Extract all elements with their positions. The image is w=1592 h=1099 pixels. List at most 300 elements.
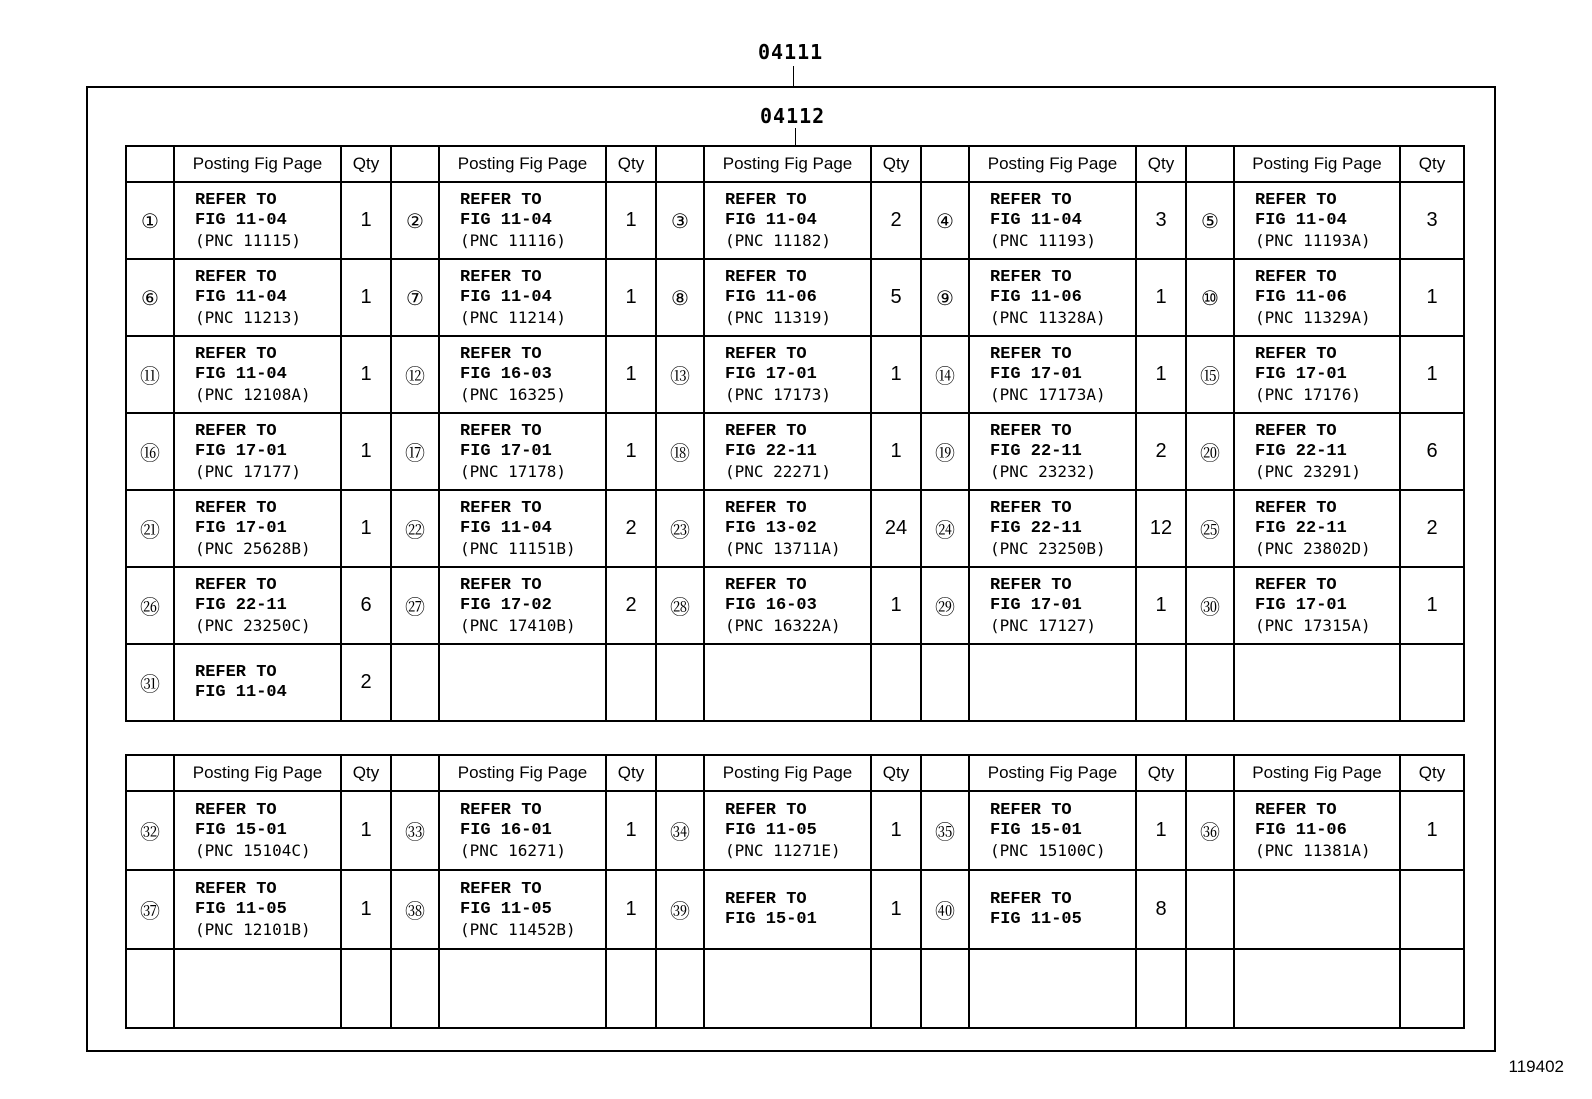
refer-to-text: REFER TO: [725, 267, 807, 287]
figure-reference: FIG 15-01: [195, 820, 287, 840]
refer-to-text: REFER TO: [460, 344, 542, 364]
refer-to-text: REFER TO: [725, 421, 807, 441]
quantity: 1: [606, 182, 656, 259]
refer-to-cell: [439, 413, 606, 490]
item-number: ㊲: [126, 870, 174, 949]
quantity: 1: [341, 490, 391, 567]
figure-reference: FIG 11-05: [195, 899, 287, 919]
quantity: [1136, 949, 1186, 1028]
item-number: [391, 644, 439, 721]
refer-to-cell: [439, 949, 606, 1028]
item-number: ㉙: [921, 567, 969, 644]
header-blank-cell: [921, 755, 969, 791]
quantity: 1: [341, 870, 391, 949]
refer-to-cell: [439, 182, 606, 259]
quantity: 8: [1136, 870, 1186, 949]
quantity: 2: [341, 644, 391, 721]
refer-to-cell: [174, 259, 341, 336]
refer-to-cell: [704, 336, 871, 413]
pnc-reference: (PNC 17178): [460, 461, 566, 481]
item-number: ㉗: [391, 567, 439, 644]
quantity: 1: [606, 336, 656, 413]
refer-to-text: REFER TO: [990, 190, 1072, 210]
assembly-label-04111: 04111: [758, 40, 824, 64]
refer-to-text: REFER TO: [990, 800, 1072, 820]
refer-to-cell: [704, 413, 871, 490]
quantity: 1: [1136, 567, 1186, 644]
refer-to-text: REFER TO: [195, 662, 277, 682]
refer-to-text: REFER TO: [460, 190, 542, 210]
refer-to-cell: [174, 336, 341, 413]
pnc-reference: (PNC 11115): [195, 230, 301, 250]
item-number: ①: [126, 182, 174, 259]
refer-to-text: REFER TO: [1255, 421, 1337, 441]
item-number: ㊴: [656, 870, 704, 949]
refer-to-text: REFER TO: [1255, 267, 1337, 287]
quantity: [606, 644, 656, 721]
item-number: ㉜: [126, 791, 174, 870]
item-number: ㊵: [921, 870, 969, 949]
refer-to-cell: [704, 791, 871, 870]
refer-to-cell: [1234, 336, 1400, 413]
pnc-reference: (PNC 17410B): [460, 615, 576, 635]
pnc-reference: (PNC 17173): [725, 384, 831, 404]
figure-reference: FIG 11-06: [990, 287, 1082, 307]
header-qty: Qty: [341, 146, 391, 182]
table-row: [126, 336, 1464, 413]
refer-to-cell: [174, 949, 341, 1028]
item-number: [391, 949, 439, 1028]
quantity: 1: [871, 791, 921, 870]
item-number: ⑲: [921, 413, 969, 490]
quantity: 12: [1136, 490, 1186, 567]
pnc-reference: (PNC 11381A): [1255, 840, 1371, 860]
refer-to-text: REFER TO: [195, 344, 277, 364]
quantity: 1: [606, 413, 656, 490]
item-number: ㉟: [921, 791, 969, 870]
header-qty: Qty: [871, 755, 921, 791]
quantity: 1: [871, 870, 921, 949]
quantity: 2: [1136, 413, 1186, 490]
header-posting-fig-page: Posting Fig Page: [1234, 755, 1400, 791]
quantity: 2: [1400, 490, 1464, 567]
refer-to-cell: [1234, 413, 1400, 490]
refer-to-cell: [969, 791, 1136, 870]
pnc-reference: (PNC 23291): [1255, 461, 1361, 481]
header-blank-cell: [126, 146, 174, 182]
item-number: ⑫: [391, 336, 439, 413]
refer-to-text: REFER TO: [460, 421, 542, 441]
header-blank-cell: [656, 755, 704, 791]
refer-to-text: REFER TO: [460, 575, 542, 595]
pnc-reference: (PNC 11452B): [460, 919, 576, 939]
figure-reference: FIG 11-04: [1255, 210, 1347, 230]
figure-reference: FIG 22-11: [195, 595, 287, 615]
header-qty: Qty: [1400, 146, 1464, 182]
refer-to-text: REFER TO: [195, 498, 277, 518]
refer-to-cell: [704, 870, 871, 949]
pnc-reference: (PNC 12108A): [195, 384, 311, 404]
pnc-reference: (PNC 15104C): [195, 840, 311, 860]
header-qty: Qty: [606, 146, 656, 182]
item-number: ㉑: [126, 490, 174, 567]
item-number: ⑤: [1186, 182, 1234, 259]
figure-reference: FIG 11-04: [195, 287, 287, 307]
illustration-number: 119402: [1508, 1057, 1564, 1076]
pnc-reference: (PNC 16271): [460, 840, 566, 860]
item-number: ⑳: [1186, 413, 1234, 490]
item-number: [921, 644, 969, 721]
header-qty: Qty: [1136, 146, 1186, 182]
figure-reference: FIG 17-01: [725, 364, 817, 384]
refer-to-text: REFER TO: [990, 498, 1072, 518]
quantity: 3: [1400, 182, 1464, 259]
refer-to-cell: [439, 870, 606, 949]
parts-reference-table-1: [125, 145, 1465, 722]
quantity: 1: [606, 791, 656, 870]
figure-reference: FIG 11-04: [725, 210, 817, 230]
pnc-reference: (PNC 17315A): [1255, 615, 1371, 635]
item-number: ⑪: [126, 336, 174, 413]
refer-to-text: REFER TO: [195, 575, 277, 595]
quantity: 3: [1136, 182, 1186, 259]
figure-reference: FIG 11-04: [460, 210, 552, 230]
header-posting-fig-page: Posting Fig Page: [174, 146, 341, 182]
quantity: [341, 949, 391, 1028]
refer-to-cell: [969, 182, 1136, 259]
refer-to-text: REFER TO: [725, 190, 807, 210]
refer-to-text: REFER TO: [195, 190, 277, 210]
refer-to-cell: [174, 567, 341, 644]
refer-to-cell: [1234, 567, 1400, 644]
refer-to-cell: [1234, 259, 1400, 336]
quantity: 1: [1400, 791, 1464, 870]
header-posting-fig-page: Posting Fig Page: [174, 755, 341, 791]
quantity: 5: [871, 259, 921, 336]
quantity: 6: [341, 567, 391, 644]
pnc-reference: (PNC 23250C): [195, 615, 311, 635]
pnc-reference: (PNC 11329A): [1255, 307, 1371, 327]
refer-to-cell: [439, 259, 606, 336]
refer-to-text: REFER TO: [990, 344, 1072, 364]
figure-reference: FIG 11-06: [1255, 820, 1347, 840]
figure-reference: FIG 11-04: [990, 210, 1082, 230]
quantity: 1: [1136, 259, 1186, 336]
refer-to-cell: [704, 259, 871, 336]
item-number: ③: [656, 182, 704, 259]
quantity: 2: [871, 182, 921, 259]
refer-to-cell: [439, 490, 606, 567]
figure-reference: FIG 13-02: [725, 518, 817, 538]
figure-reference: FIG 17-02: [460, 595, 552, 615]
refer-to-text: REFER TO: [1255, 498, 1337, 518]
figure-reference: FIG 15-01: [725, 909, 817, 929]
item-number: ⑯: [126, 413, 174, 490]
figure-reference: FIG 11-04: [195, 364, 287, 384]
quantity: 1: [341, 791, 391, 870]
refer-to-cell: [1234, 490, 1400, 567]
pnc-reference: (PNC 11319): [725, 307, 831, 327]
quantity: 1: [1400, 567, 1464, 644]
item-number: [1186, 949, 1234, 1028]
refer-to-text: REFER TO: [725, 498, 807, 518]
refer-to-cell: [1234, 791, 1400, 870]
figure-reference: FIG 15-01: [990, 820, 1082, 840]
figure-reference: FIG 22-11: [990, 518, 1082, 538]
table-row: [126, 870, 1464, 949]
refer-to-cell: [969, 490, 1136, 567]
table-row: [126, 644, 1464, 721]
item-number: ㉛: [126, 644, 174, 721]
refer-to-cell: [704, 567, 871, 644]
pnc-reference: (PNC 11271E): [725, 840, 841, 860]
header-posting-fig-page: Posting Fig Page: [969, 146, 1136, 182]
header-blank-cell: [656, 146, 704, 182]
header-posting-fig-page: Posting Fig Page: [1234, 146, 1400, 182]
quantity: 2: [606, 490, 656, 567]
pnc-reference: (PNC 11214): [460, 307, 566, 327]
table-row: [126, 791, 1464, 870]
pnc-reference: (PNC 11193): [990, 230, 1096, 250]
refer-to-cell: [1234, 870, 1400, 949]
quantity: 1: [341, 336, 391, 413]
pnc-reference: (PNC 11116): [460, 230, 566, 250]
pnc-reference: (PNC 17173A): [990, 384, 1106, 404]
item-number: [921, 949, 969, 1028]
figure-reference: FIG 11-04: [195, 210, 287, 230]
pnc-reference: (PNC 11213): [195, 307, 301, 327]
figure-reference: FIG 11-05: [725, 820, 817, 840]
header-qty: Qty: [1400, 755, 1464, 791]
item-number: [126, 949, 174, 1028]
figure-reference: FIG 11-06: [1255, 287, 1347, 307]
pnc-reference: (PNC 17177): [195, 461, 301, 481]
refer-to-text: REFER TO: [990, 267, 1072, 287]
item-number: [656, 644, 704, 721]
figure-reference: FIG 17-01: [1255, 595, 1347, 615]
figure-reference: FIG 11-04: [195, 682, 287, 702]
item-number: ㊳: [391, 870, 439, 949]
quantity: [1400, 949, 1464, 1028]
refer-to-text: REFER TO: [195, 800, 277, 820]
item-number: ⑦: [391, 259, 439, 336]
header-blank-cell: [391, 146, 439, 182]
figure-reference: FIG 22-11: [1255, 518, 1347, 538]
refer-to-text: REFER TO: [1255, 575, 1337, 595]
quantity: [871, 949, 921, 1028]
item-number: ⑰: [391, 413, 439, 490]
pnc-reference: (PNC 11182): [725, 230, 831, 250]
refer-to-cell: [1234, 182, 1400, 259]
pnc-reference: (PNC 17127): [990, 615, 1096, 635]
header-blank-cell: [126, 755, 174, 791]
quantity: 1: [871, 336, 921, 413]
quantity: 1: [1400, 259, 1464, 336]
refer-to-cell: [969, 413, 1136, 490]
figure-reference: FIG 17-01: [460, 441, 552, 461]
figure-reference: FIG 11-04: [460, 287, 552, 307]
quantity: 2: [606, 567, 656, 644]
item-number: ⑥: [126, 259, 174, 336]
refer-to-text: REFER TO: [1255, 344, 1337, 364]
figure-reference: FIG 16-03: [725, 595, 817, 615]
figure-reference: FIG 17-01: [195, 518, 287, 538]
figure-reference: FIG 22-11: [725, 441, 817, 461]
quantity: 1: [871, 567, 921, 644]
refer-to-cell: [969, 259, 1136, 336]
pnc-reference: (PNC 16322A): [725, 615, 841, 635]
header-row: [126, 146, 1464, 182]
refer-to-text: REFER TO: [195, 879, 277, 899]
pnc-reference: (PNC 11151B): [460, 538, 576, 558]
refer-to-cell: [969, 336, 1136, 413]
item-number: ②: [391, 182, 439, 259]
refer-to-text: REFER TO: [460, 800, 542, 820]
quantity: 1: [1136, 336, 1186, 413]
header-blank-cell: [391, 755, 439, 791]
quantity: 1: [341, 259, 391, 336]
pnc-reference: (PNC 12101B): [195, 919, 311, 939]
item-number: ㉘: [656, 567, 704, 644]
refer-to-cell: [174, 413, 341, 490]
item-number: ⑧: [656, 259, 704, 336]
item-number: ⑮: [1186, 336, 1234, 413]
quantity: 1: [606, 870, 656, 949]
refer-to-cell: [174, 182, 341, 259]
refer-to-cell: [439, 644, 606, 721]
header-posting-fig-page: Posting Fig Page: [704, 755, 871, 791]
pnc-reference: (PNC 16325): [460, 384, 566, 404]
quantity: [1136, 644, 1186, 721]
table-row: [126, 567, 1464, 644]
quantity: [606, 949, 656, 1028]
table-row: [126, 182, 1464, 259]
quantity: [871, 644, 921, 721]
refer-to-cell: [174, 870, 341, 949]
pnc-reference: (PNC 15100C): [990, 840, 1106, 860]
figure-reference: FIG 17-01: [990, 364, 1082, 384]
refer-to-cell: [969, 567, 1136, 644]
refer-to-text: REFER TO: [725, 344, 807, 364]
assembly-label-04112: 04112: [760, 104, 826, 128]
refer-to-text: REFER TO: [725, 800, 807, 820]
quantity: 1: [341, 182, 391, 259]
header-qty: Qty: [871, 146, 921, 182]
refer-to-text: REFER TO: [990, 889, 1072, 909]
figure-reference: FIG 17-01: [990, 595, 1082, 615]
header-posting-fig-page: Posting Fig Page: [439, 146, 606, 182]
refer-to-text: REFER TO: [460, 879, 542, 899]
refer-to-text: REFER TO: [195, 267, 277, 287]
quantity: 6: [1400, 413, 1464, 490]
figure-reference: FIG 22-11: [1255, 441, 1347, 461]
quantity: 1: [341, 413, 391, 490]
refer-to-text: REFER TO: [460, 498, 542, 518]
refer-to-text: REFER TO: [1255, 800, 1337, 820]
item-number: ㉔: [921, 490, 969, 567]
quantity: 24: [871, 490, 921, 567]
refer-to-text: REFER TO: [460, 267, 542, 287]
refer-to-cell: [1234, 644, 1400, 721]
refer-to-cell: [174, 791, 341, 870]
item-number: [1186, 870, 1234, 949]
header-posting-fig-page: Posting Fig Page: [969, 755, 1136, 791]
item-number: ㉞: [656, 791, 704, 870]
pnc-reference: (PNC 11193A): [1255, 230, 1371, 250]
table-row: [126, 490, 1464, 567]
refer-to-text: REFER TO: [725, 575, 807, 595]
quantity: [1400, 870, 1464, 949]
leader-line-04111: [793, 66, 794, 86]
item-number: ㉝: [391, 791, 439, 870]
refer-to-cell: [439, 336, 606, 413]
refer-to-cell: [969, 949, 1136, 1028]
refer-to-text: REFER TO: [725, 889, 807, 909]
refer-to-cell: [704, 182, 871, 259]
figure-reference: FIG 22-11: [990, 441, 1082, 461]
item-number: ㉕: [1186, 490, 1234, 567]
table-row: [126, 413, 1464, 490]
pnc-reference: (PNC 25628B): [195, 538, 311, 558]
pnc-reference: (PNC 13711A): [725, 538, 841, 558]
figure-reference: FIG 11-06: [725, 287, 817, 307]
pnc-reference: (PNC 23802D): [1255, 538, 1371, 558]
figure-reference: FIG 17-01: [1255, 364, 1347, 384]
parts-reference-table-2: [125, 754, 1465, 1029]
figure-reference: FIG 16-01: [460, 820, 552, 840]
item-number: ⑩: [1186, 259, 1234, 336]
pnc-reference: (PNC 23250B): [990, 538, 1106, 558]
pnc-reference: (PNC 22271): [725, 461, 831, 481]
refer-to-cell: [174, 490, 341, 567]
refer-to-text: REFER TO: [990, 575, 1072, 595]
leader-line-04112: [795, 128, 796, 146]
item-number: ㉒: [391, 490, 439, 567]
header-blank-cell: [1186, 146, 1234, 182]
refer-to-cell: [1234, 949, 1400, 1028]
quantity: 1: [606, 259, 656, 336]
refer-to-cell: [704, 490, 871, 567]
refer-to-cell: [969, 870, 1136, 949]
header-qty: Qty: [1136, 755, 1186, 791]
item-number: ⑭: [921, 336, 969, 413]
header-blank-cell: [1186, 755, 1234, 791]
header-qty: Qty: [341, 755, 391, 791]
quantity: 1: [871, 413, 921, 490]
item-number: ㉖: [126, 567, 174, 644]
item-number: [1186, 644, 1234, 721]
header-qty: Qty: [606, 755, 656, 791]
figure-reference: FIG 11-05: [460, 899, 552, 919]
table-row: [126, 259, 1464, 336]
refer-to-cell: [704, 644, 871, 721]
refer-to-text: REFER TO: [1255, 190, 1337, 210]
figure-reference: FIG 11-04: [460, 518, 552, 538]
figure-reference: FIG 11-05: [990, 909, 1082, 929]
table-row: [126, 949, 1464, 1028]
pnc-reference: (PNC 23232): [990, 461, 1096, 481]
item-number: ㉓: [656, 490, 704, 567]
item-number: ㉚: [1186, 567, 1234, 644]
item-number: ㊱: [1186, 791, 1234, 870]
item-number: ④: [921, 182, 969, 259]
refer-to-cell: [439, 791, 606, 870]
header-row: [126, 755, 1464, 791]
item-number: ⑨: [921, 259, 969, 336]
pnc-reference: (PNC 17176): [1255, 384, 1361, 404]
item-number: ⑬: [656, 336, 704, 413]
pnc-reference: (PNC 11328A): [990, 307, 1106, 327]
